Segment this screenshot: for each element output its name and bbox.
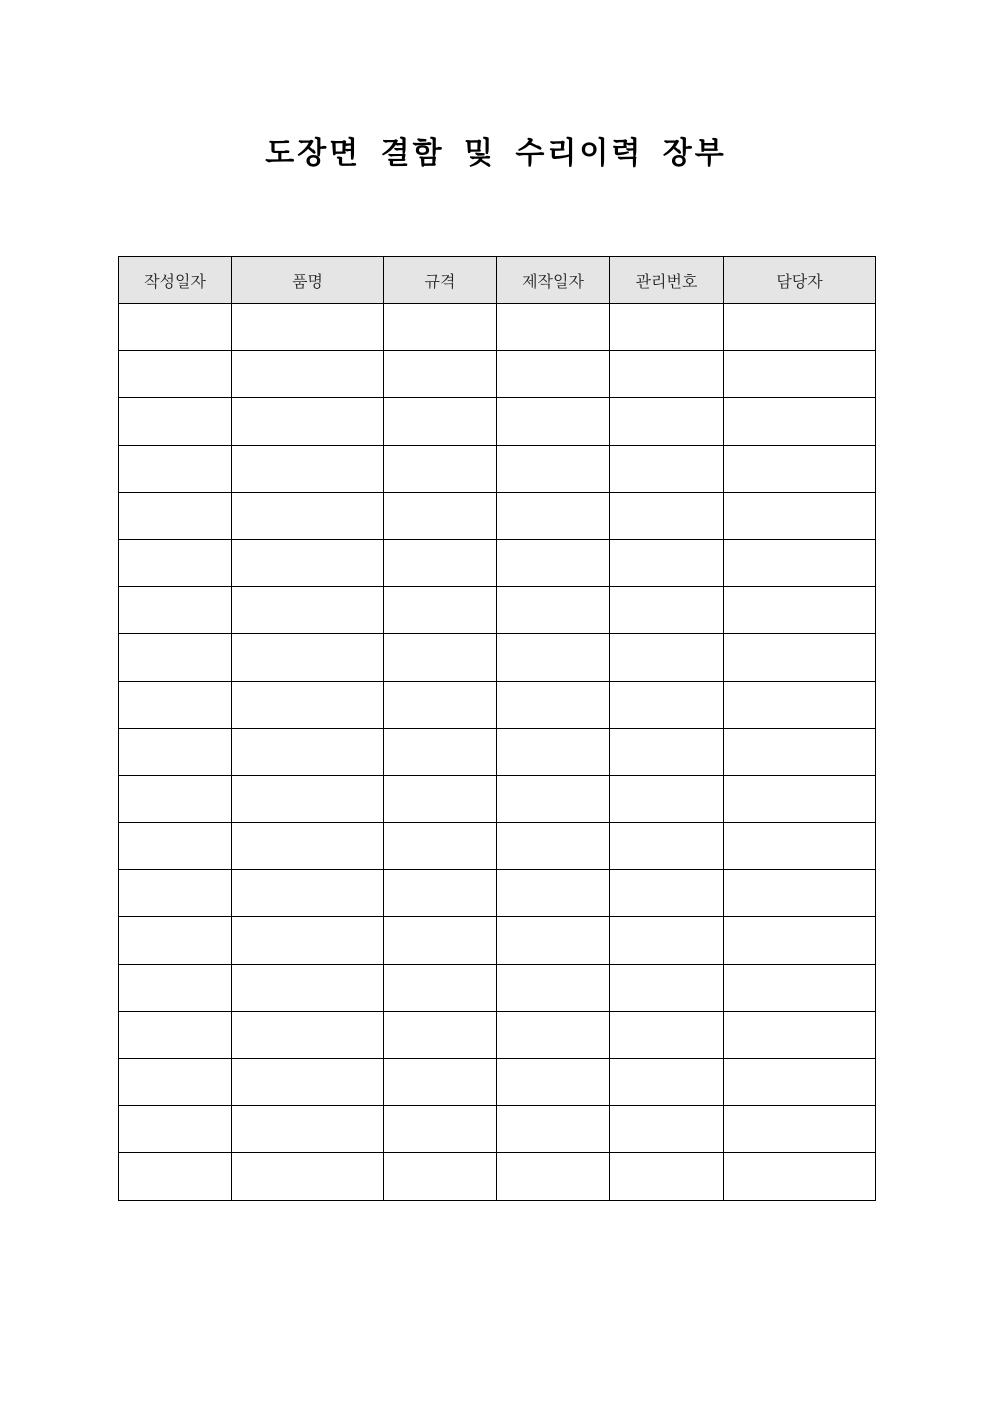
table-cell-specification[interactable] [384,492,497,539]
table-cell-item-name[interactable] [232,539,384,586]
table-cell-management-number[interactable] [610,728,724,775]
table-cell-manufacture-date[interactable] [497,823,610,870]
table-cell-item-name[interactable] [232,351,384,398]
table-cell-date-written[interactable] [119,539,232,586]
table-cell-management-number[interactable] [610,634,724,681]
table-cell-date-written[interactable] [119,775,232,822]
table-header-row [119,257,876,304]
table-cell-item-name[interactable] [232,1106,384,1153]
table-cell-management-number[interactable] [610,1106,724,1153]
table-cell-item-name[interactable] [232,445,384,492]
table-cell-person-in-charge[interactable] [724,870,876,917]
table-cell-specification[interactable] [384,964,497,1011]
table-cell-specification[interactable] [384,539,497,586]
table-cell-date-written[interactable] [119,1106,232,1153]
table-cell-management-number[interactable] [610,775,724,822]
table-cell-specification[interactable] [384,1106,497,1153]
table-cell-person-in-charge[interactable] [724,681,876,728]
table-cell-item-name[interactable] [232,587,384,634]
table-row [119,1011,876,1058]
table-cell-management-number[interactable] [610,304,724,351]
table-cell-person-in-charge[interactable] [724,587,876,634]
table-cell-item-name[interactable] [232,1011,384,1058]
table-cell-manufacture-date[interactable] [497,304,610,351]
table-cell-specification[interactable] [384,681,497,728]
table-row [119,917,876,964]
table-cell-specification[interactable] [384,1059,497,1106]
table-cell-specification[interactable] [384,775,497,822]
table-cell-person-in-charge[interactable] [724,964,876,1011]
table-cell-person-in-charge[interactable] [724,492,876,539]
table-cell-manufacture-date[interactable] [497,964,610,1011]
table-cell-person-in-charge[interactable] [724,1011,876,1058]
table-cell-item-name[interactable] [232,964,384,1011]
table-row [119,775,876,822]
table-cell-specification[interactable] [384,587,497,634]
table-cell-date-written[interactable] [119,445,232,492]
column-header-date-written: 작성일자 [119,257,232,304]
table-cell-person-in-charge[interactable] [724,917,876,964]
table-cell-person-in-charge[interactable] [724,1153,876,1200]
table-cell-item-name[interactable] [232,681,384,728]
page-title: 도장면 결함 및 수리이력 장부 [265,136,727,171]
table-cell-item-name[interactable] [232,492,384,539]
table-row [119,1106,876,1153]
table-cell-management-number[interactable] [610,398,724,445]
table-cell-management-number[interactable] [610,351,724,398]
table-cell-date-written[interactable] [119,398,232,445]
table-cell-person-in-charge[interactable] [724,445,876,492]
table-cell-manufacture-date[interactable] [497,351,610,398]
table-cell-specification[interactable] [384,398,497,445]
table-cell-date-written[interactable] [119,823,232,870]
table-row [119,587,876,634]
table-row [119,445,876,492]
table-cell-date-written[interactable] [119,681,232,728]
table-cell-manufacture-date[interactable] [497,1153,610,1200]
column-header-person-in-charge: 담당자 [724,257,876,304]
table-cell-person-in-charge[interactable] [724,539,876,586]
table-cell-manufacture-date[interactable] [497,728,610,775]
table-cell-specification[interactable] [384,445,497,492]
table-cell-management-number[interactable] [610,823,724,870]
table-row [119,1153,876,1200]
column-header-item-name: 품명 [232,257,384,304]
table-cell-date-written[interactable] [119,1011,232,1058]
table-cell-item-name[interactable] [232,1059,384,1106]
table-cell-item-name[interactable] [232,304,384,351]
table-cell-manufacture-date[interactable] [497,1059,610,1106]
table-cell-date-written[interactable] [119,917,232,964]
table-row [119,304,876,351]
table-cell-date-written[interactable] [119,492,232,539]
table-cell-person-in-charge[interactable] [724,634,876,681]
table-cell-manufacture-date[interactable] [497,775,610,822]
table-cell-person-in-charge[interactable] [724,398,876,445]
table-cell-person-in-charge[interactable] [724,1106,876,1153]
table-cell-management-number[interactable] [610,1153,724,1200]
table-row [119,492,876,539]
table-cell-manufacture-date[interactable] [497,917,610,964]
column-header-management-number: 관리번호 [610,257,724,304]
table-cell-specification[interactable] [384,304,497,351]
table-cell-person-in-charge[interactable] [724,775,876,822]
table-cell-manufacture-date[interactable] [497,1106,610,1153]
table-cell-item-name[interactable] [232,917,384,964]
table-cell-specification[interactable] [384,728,497,775]
table-row [119,351,876,398]
column-header-manufacture-date: 제작일자 [497,257,610,304]
table-cell-manufacture-date[interactable] [497,587,610,634]
table-cell-manufacture-date[interactable] [497,634,610,681]
table-cell-item-name[interactable] [232,870,384,917]
table-cell-management-number[interactable] [610,1059,724,1106]
table-cell-specification[interactable] [384,351,497,398]
table-row [119,634,876,681]
table-cell-person-in-charge[interactable] [724,823,876,870]
table-row [119,823,876,870]
table-cell-date-written[interactable] [119,634,232,681]
table-cell-item-name[interactable] [232,775,384,822]
table-cell-date-written[interactable] [119,587,232,634]
table-cell-person-in-charge[interactable] [724,728,876,775]
column-header-specification: 규격 [384,257,497,304]
table-cell-management-number[interactable] [610,587,724,634]
repair-history-table [118,256,876,1201]
table-cell-manufacture-date[interactable] [497,492,610,539]
table-cell-date-written[interactable] [119,964,232,1011]
table-cell-item-name[interactable] [232,1153,384,1200]
table-row [119,539,876,586]
table-row [119,870,876,917]
table-cell-specification[interactable] [384,634,497,681]
table-cell-manufacture-date[interactable] [497,539,610,586]
table-cell-person-in-charge[interactable] [724,1059,876,1106]
table-cell-management-number[interactable] [610,539,724,586]
table-cell-manufacture-date[interactable] [497,445,610,492]
table-cell-specification[interactable] [384,1011,497,1058]
table-cell-person-in-charge[interactable] [724,304,876,351]
table-cell-person-in-charge[interactable] [724,351,876,398]
table-cell-manufacture-date[interactable] [497,681,610,728]
table-cell-date-written[interactable] [119,728,232,775]
table-cell-manufacture-date[interactable] [497,1011,610,1058]
table-cell-management-number[interactable] [610,445,724,492]
table-cell-item-name[interactable] [232,634,384,681]
table-cell-item-name[interactable] [232,728,384,775]
table-row [119,398,876,445]
table-row [119,1059,876,1106]
table-cell-date-written[interactable] [119,351,232,398]
table-cell-management-number[interactable] [610,870,724,917]
table-cell-specification[interactable] [384,1153,497,1200]
table-cell-date-written[interactable] [119,1153,232,1200]
table-row [119,728,876,775]
table-cell-specification[interactable] [384,823,497,870]
table-cell-date-written[interactable] [119,1059,232,1106]
table-cell-specification[interactable] [384,917,497,964]
table-cell-item-name[interactable] [232,398,384,445]
table-cell-date-written[interactable] [119,870,232,917]
table-cell-date-written[interactable] [119,304,232,351]
table-cell-specification[interactable] [384,870,497,917]
table-cell-manufacture-date[interactable] [497,870,610,917]
table-cell-management-number[interactable] [610,917,724,964]
table-cell-item-name[interactable] [232,823,384,870]
table-cell-management-number[interactable] [610,681,724,728]
table-cell-management-number[interactable] [610,1011,724,1058]
table-cell-management-number[interactable] [610,964,724,1011]
table-row [119,964,876,1011]
table-cell-management-number[interactable] [610,492,724,539]
table-row [119,681,876,728]
table-cell-manufacture-date[interactable] [497,398,610,445]
